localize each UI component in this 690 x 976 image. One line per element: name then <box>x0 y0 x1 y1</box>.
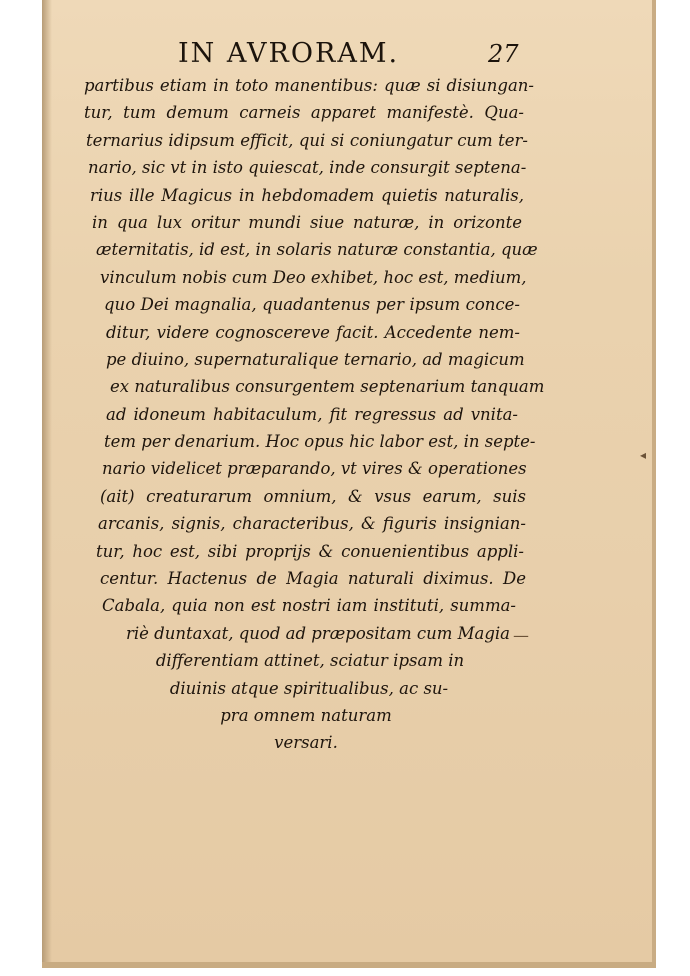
page-right-edge <box>652 0 656 968</box>
text-line: (ait) creaturarum omnium, & vsus earum, suis <box>100 486 526 506</box>
text-line: tem per denarium. Hoc opus hic labor est, in septe- <box>104 432 536 452</box>
text-line: versari. <box>274 733 338 753</box>
text-line: nario, sic vt in isto quiescat, inde consurgit septena- <box>88 158 527 178</box>
text-line: in qua lux oritur mundi siue naturæ, in orizonte <box>92 212 522 232</box>
text-line: partibus etiam in toto manentibus: quæ si disiungan- <box>84 76 534 95</box>
page-bottom-edge <box>42 962 656 968</box>
page-header <box>42 38 656 72</box>
text-line: ex naturalibus consurgentem septenarium tanquam <box>110 377 545 397</box>
text-line: ternarius idipsum efficit, qui si coniungatur cum ter- <box>86 130 528 150</box>
running-title: IN AVRORAM. <box>178 38 400 69</box>
text-line: differentiam attinet, sciatur ipsam in <box>155 651 465 671</box>
text-line: rius ille Magicus in hebdomadem quietis naturalis, <box>90 185 524 205</box>
text-line: riè duntaxat, quod ad præpositam cum Magia <box>126 623 511 643</box>
text-line: nario videlicet præparando, vt vires & operationes <box>102 459 527 479</box>
gutter-shadow <box>42 0 52 968</box>
text-line: arcanis, signis, characteribus, & figuris insignian- <box>98 514 526 534</box>
margin-dash-mark: — <box>513 626 529 645</box>
text-line: ad idoneum habitaculum, fit regressus ad vnita- <box>106 404 518 424</box>
book-page <box>42 0 656 968</box>
text-line: tur, hoc est, sibi proprijs & conuenientibus appli- <box>96 541 524 561</box>
text-line: centur. Hactenus de Magia naturali diximus. De <box>100 569 526 589</box>
text-line: diuinis atque spiritualibus, ac su- <box>169 678 449 698</box>
text-line: Cabala, quia non est nostri iam instituti, summa- <box>102 596 516 616</box>
text-line: tur, tum demum carneis apparet manifestè. Qua- <box>84 103 524 123</box>
text-line: vinculum nobis cum Deo exhibet, hoc est, medium, <box>100 267 527 287</box>
text-line: pe diuino, supernaturalique ternario, ad magicum <box>106 349 525 369</box>
body-text <box>84 72 545 757</box>
page-number: 27 <box>488 40 519 68</box>
text-line: quo Dei magnalia, quadantenus per ipsum conce- <box>104 295 520 315</box>
text-line: æternitatis, id est, in solaris naturæ constantia, quæ <box>96 240 538 260</box>
text-line: pra omnem naturam <box>220 705 392 725</box>
text-line: ditur, videre cognoscereve facit. Accedente nem- <box>106 322 520 342</box>
margin-arrow-mark: ◂ <box>640 448 647 462</box>
